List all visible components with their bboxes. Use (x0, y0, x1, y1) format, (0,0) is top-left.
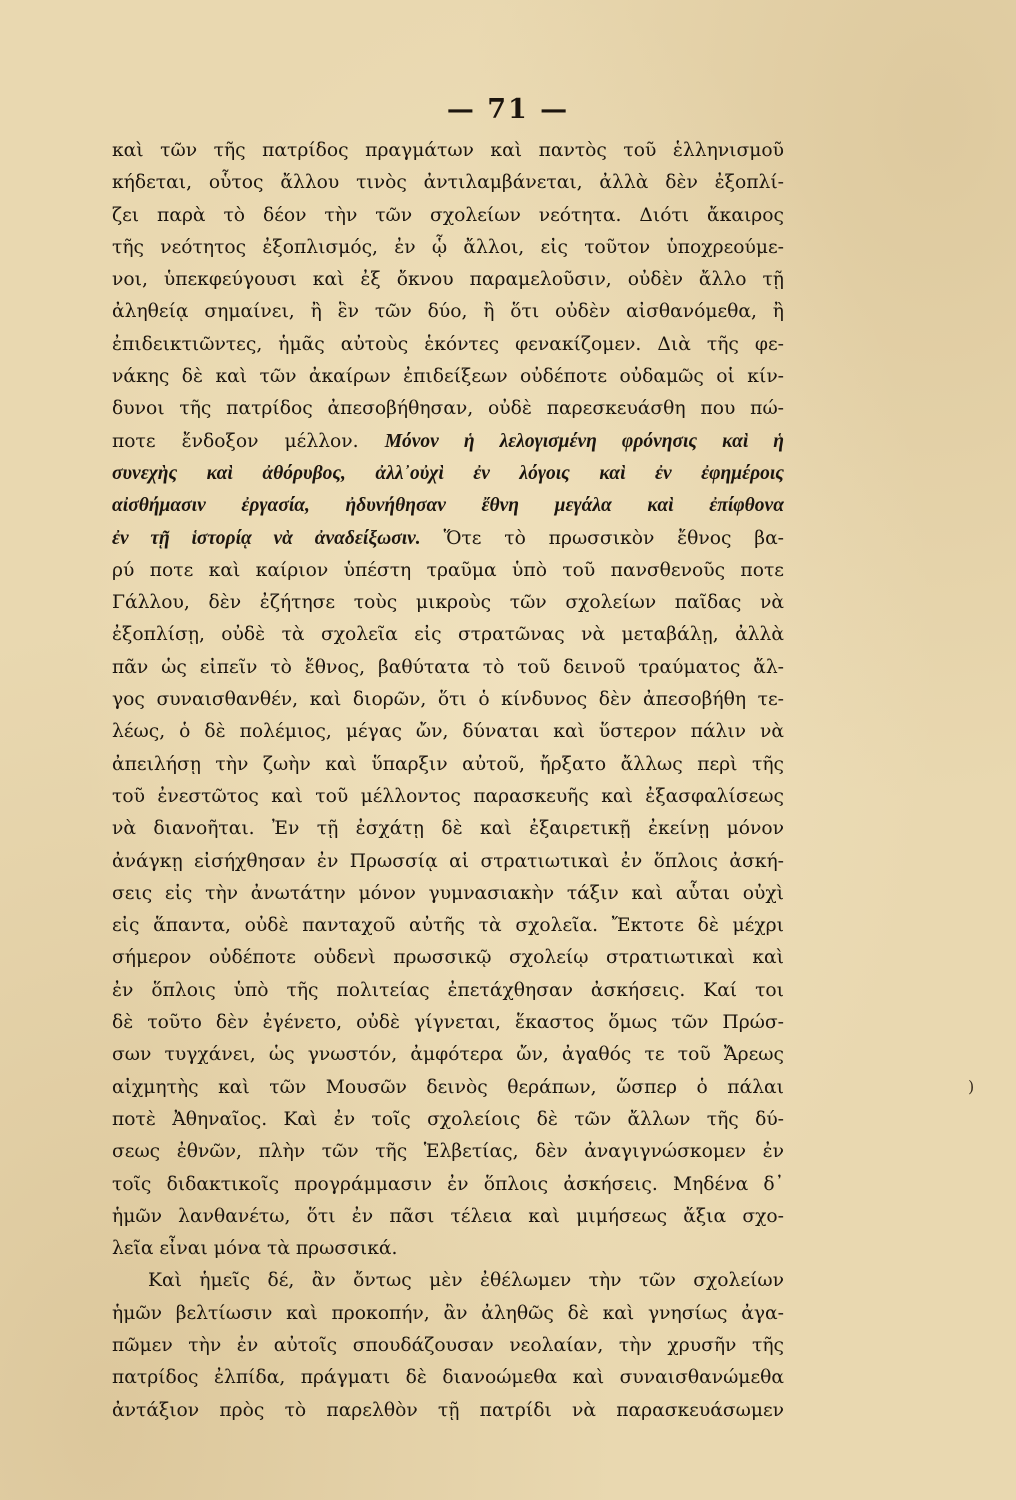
text-line: τῆς νεότητος ἐξοπλισμός, ἐν ᾧ ἄλλοι, εἰς τοῦτον ὑποχρεούμε- (112, 236, 784, 258)
text-run: ποτε ἔνδοξον μέλλον. (112, 430, 385, 452)
text-line: ἀπειλήσῃ τὴν ζωὴν καὶ ὕπαρξιν αὐτοῦ, ἤρξατο ἄλλως περὶ τῆς (112, 753, 784, 775)
margin-mark: ) (968, 1077, 975, 1096)
text-line: δυνοι τῆς πατρίδος ἀπεσοβήθησαν, οὐδὲ παρεσκευάσθη που πώ- (112, 398, 784, 420)
text-line: νὰ διανοῆται. Ἐν τῇ ἐσχάτῃ δὲ καὶ ἐξαιρετικῇ ἐκείνῃ μόνον (112, 818, 784, 840)
body-text (112, 135, 784, 1427)
text-line: ἀντάξιον πρὸς τὸ παρελθὸν τῇ πατρίδι νὰ παρασκευάσωμεν (112, 1399, 784, 1421)
text-line: πατρίδος ἐλπίδα, πράγματι δὲ διανοώμεθα καὶ συναισθανώμεθα (112, 1367, 784, 1389)
emphasized-text: Μόνον ἡ λελογισμένη φρόνησις καὶ ἡ (384, 430, 784, 452)
text-line: σεως ἐθνῶν, πλὴν τῶν τῆς Ἑλβετίας, δὲν ἀναγιγνώσκομεν ἐν (112, 1141, 784, 1163)
text-run: Ὅτε τὸ πρωσσικὸν ἔθνος βα- (420, 527, 784, 549)
text-line (112, 490, 784, 522)
text-line: σων τυγχάνει, ὡς γνωστόν, ἀμφότερα ὤν, ἀγαθός τε τοῦ Ἄρεως (112, 1044, 784, 1066)
emphasized-text: συνεχὴς καὶ ἀθόρυβος, ἀλλ᾽οὐχὶ ἐν λόγοις καὶ ἐν ἐφημέροις (112, 462, 784, 484)
text-line: ρύ ποτε καὶ καίριον ὑπέστη τραῦμα ὑπὸ τοῦ πανσθενοῦς ποτε (112, 559, 784, 581)
text-line: λεῖα εἶναι μόνα τὰ πρωσσικά. (112, 1238, 398, 1260)
emphasized-text: ἐν τῇ ἱστορίᾳ νὰ ἀναδείξωσιν. (112, 527, 421, 549)
text-line: ἐξοπλίσῃ, οὐδὲ τὰ σχολεῖα εἰς στρατῶνας νὰ μεταβάλῃ, ἀλλὰ (112, 624, 784, 646)
text-line (112, 523, 784, 555)
text-line: σήμερον οὐδέποτε οὐδενὶ πρωσσικῷ σχολείῳ στρατιωτικαὶ καὶ (112, 947, 784, 969)
text-line: νοι, ὑπεκφεύγουσι καὶ ἐξ ὄκνου παραμελοῦσιν, οὐδὲν ἄλλο τῇ (112, 269, 784, 291)
text-line (112, 458, 784, 490)
text-line: ἐπιδεικτιῶντες, ἡμᾶς αὐτοὺς ἑκόντες φενακίζομεν. Διὰ τῆς φε- (112, 333, 784, 355)
text-line: εἰς ἅπαντα, οὐδὲ πανταχοῦ αὐτῆς τὰ σχολεῖα. Ἔκτοτε δὲ μέχρι (112, 915, 784, 937)
text-line (112, 426, 784, 458)
text-line: πῶμεν τὴν ἐν αὐτοῖς σπουδάζουσαν νεολαίαν, τὴν χρυσῆν τῆς (112, 1334, 784, 1356)
text-line: Γάλλου, δὲν ἐζήτησε τοὺς μικροὺς τῶν σχολείων παῖδας νὰ (112, 592, 784, 614)
text-line: ἐν ὅπλοις ὑπὸ τῆς πολιτείας ἐπετάχθησαν ἀσκήσεις. Καί τοι (112, 979, 784, 1001)
text-line: κήδεται, οὗτος ἄλλου τινὸς ἀντιλαμβάνεται, ἀλλὰ δὲν ἐξοπλί- (112, 172, 784, 194)
text-line: λέως, ὁ δὲ πολέμιος, μέγας ὤν, δύναται καὶ ὕστερον πάλιν νὰ (112, 721, 784, 743)
emphasized-text: αἰσθήμασιν ἐργασία, ἠδυνήθησαν ἔθνη μεγάλα καὶ ἐπίφθονα (112, 495, 784, 517)
text-line: σεις εἰς τὴν ἀνωτάτην μόνον γυμνασιακὴν τάξιν καὶ αὗται οὐχὶ (112, 882, 784, 904)
page-number: — 71 — (446, 94, 570, 125)
text-line: νάκης δὲ καὶ τῶν ἀκαίρων ἐπιδείξεων οὐδέποτε οὐδαμῶς οἱ κίν- (112, 366, 784, 388)
text-line: ἀνάγκῃ εἰσήχθησαν ἐν Πρωσσίᾳ αἱ στρατιωτικαὶ ἐν ὅπλοις ἀσκή- (112, 850, 784, 872)
text-line: ἡμῶν βελτίωσιν καὶ προκοπήν, ἂν ἀληθῶς δὲ καὶ γνησίως ἀγα- (112, 1302, 784, 1324)
text-line: Καὶ ἡμεῖς δέ, ἂν ὄντως μὲν ἐθέλωμεν τὴν τῶν σχολείων (148, 1270, 784, 1292)
text-line: καὶ τῶν τῆς πατρίδος πραγμάτων καὶ παντὸς τοῦ ἑλληνισμοῦ (112, 140, 784, 161)
text-line: ποτὲ Ἀθηναῖος. Καὶ ἐν τοῖς σχολείοις δὲ τῶν ἄλλων τῆς δύ- (112, 1108, 784, 1130)
text-line: δὲ τοῦτο δὲν ἐγένετο, οὐδὲ γίγνεται, ἕκαστος ὅμως τῶν Πρώσ- (112, 1012, 784, 1034)
text-line: τοῦ ἐνεστῶτος καὶ τοῦ μέλλοντος παρασκευῆς καὶ ἐξασφαλίσεως (112, 785, 784, 807)
text-line: ἀληθείᾳ σημαίνει, ἢ ἓν τῶν δύο, ἢ ὅτι οὐδὲν αἰσθανόμεθα, ἢ (112, 301, 784, 323)
text-line: τοῖς διδακτικοῖς προγράμμασιν ἐν ὅπλοις ἀσκήσεις. Μηδένα δ᾽ (112, 1173, 784, 1195)
text-line: πᾶν ὡς εἰπεῖν τὸ ἔθνος, βαθύτατα τὸ τοῦ δεινοῦ τραύματος ἄλ- (112, 656, 784, 678)
text-line: ἡμῶν λανθανέτω, ὅτι ἐν πᾶσι τέλεια καὶ μιμήσεως ἄξια σχο- (112, 1205, 784, 1227)
text-line: ζει παρὰ τὸ δέον τὴν τῶν σχολείων νεότητα. Διότι ἄκαιρος (112, 204, 784, 226)
text-line: αἰχμητὴς καὶ τῶν Μουσῶν δεινὸς θεράπων, ὥσπερ ὁ πάλαι (112, 1076, 784, 1098)
text-line: γος συναισθανθέν, καὶ διορῶν, ὅτι ὁ κίνδυνος δὲν ἀπεσοβήθη τε- (112, 689, 784, 711)
